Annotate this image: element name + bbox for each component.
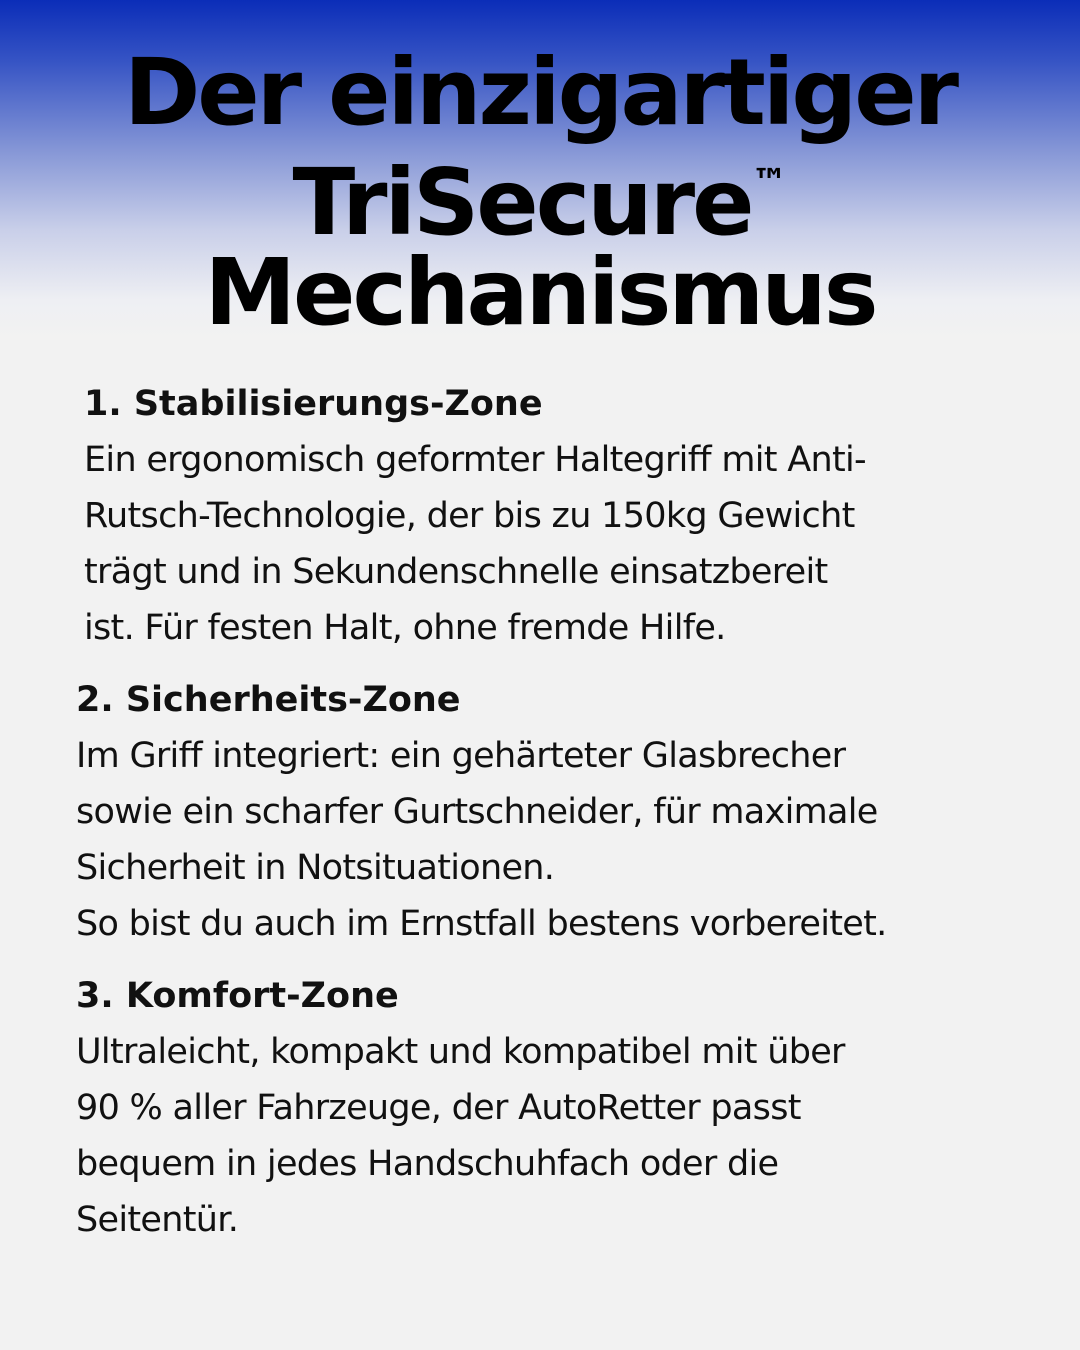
body-line: Rutsch-Technologie, der bis zu 150kg Gewicht [84, 496, 855, 536]
body-line: Sicherheit in Notsituationen. [76, 848, 555, 888]
body-line: sowie ein scharfer Gurtschneider, für maximale [76, 792, 878, 832]
body-line: So bist du auch im Ernstfall bestens vorbereitet. [76, 904, 887, 944]
page-title [0, 39, 1080, 346]
section-stabilisierungs-zone [84, 376, 1054, 656]
title-product-name: TriSecure [292, 149, 752, 256]
title-line-1: Der einzigartiger [123, 39, 957, 146]
body-line: Im Griff integriert: ein gehärteter Glasbrecher [76, 736, 846, 776]
section-komfort-zone [76, 968, 1066, 1248]
body-line: Ultraleicht, kompakt und kompatibel mit über [76, 1032, 845, 1072]
section-sicherheits-zone [76, 672, 1066, 952]
body-line: bequem in jedes Handschuhfach oder die [76, 1144, 779, 1184]
section-heading: 3. Komfort-Zone [76, 976, 399, 1016]
body-line: Seitentür. [76, 1200, 239, 1240]
body-line: trägt und in Sekundenschnelle einsatzbereit [84, 552, 828, 592]
section-heading: 2. Sicherheits-Zone [76, 680, 461, 720]
body-line: 90 % aller Fahrzeuge, der AutoRetter passt [76, 1088, 801, 1128]
body-line: ist. Für festen Halt, ohne fremde Hilfe. [84, 608, 726, 648]
section-body [84, 432, 1054, 656]
body-line: Ein ergonomisch geformter Haltegriff mit Anti- [84, 440, 866, 480]
trademark-symbol: ™ [751, 162, 788, 203]
section-body [76, 728, 1066, 952]
title-line-2 [0, 138, 1080, 256]
title-line-3: Mechanismus [204, 239, 876, 346]
section-heading: 1. Stabilisierungs-Zone [84, 384, 543, 424]
section-body [76, 1024, 1066, 1248]
